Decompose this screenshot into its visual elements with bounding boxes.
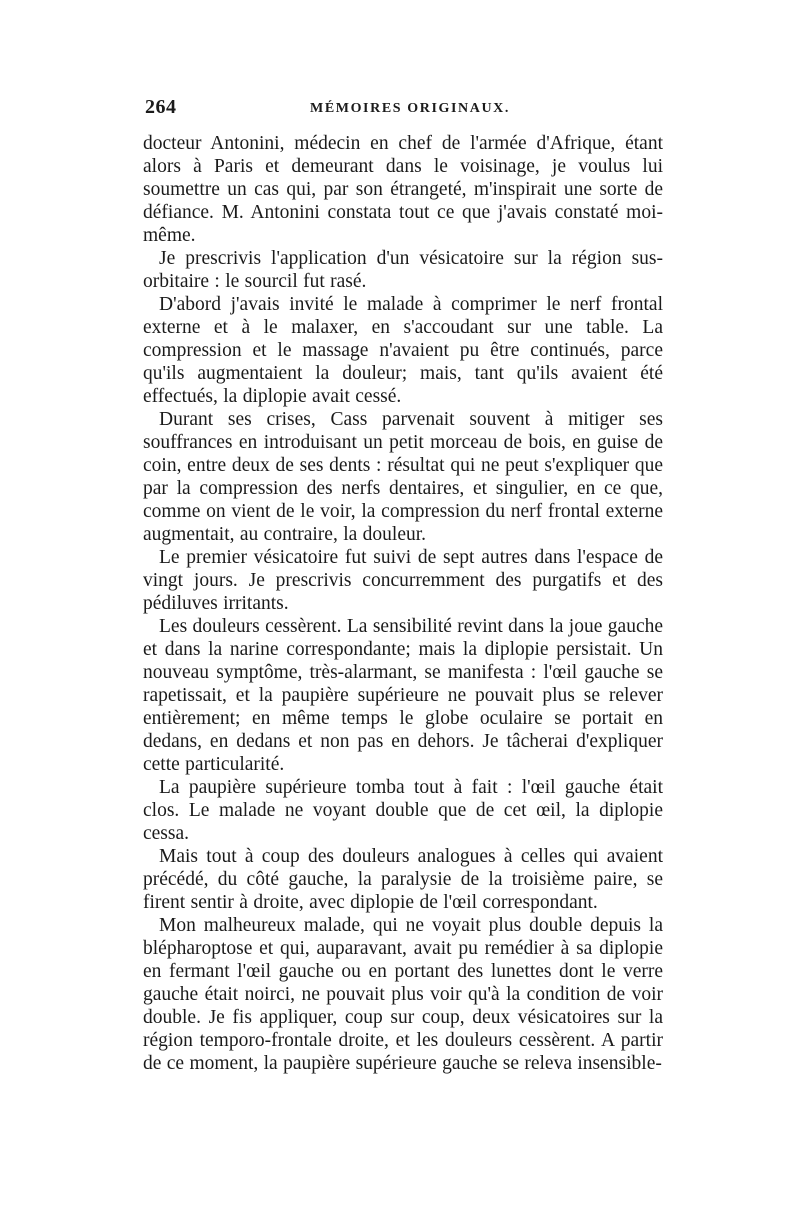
body-text [143, 132, 663, 1075]
paragraph-5: Le premier vésicatoire fut suivi de sept autres dans l'espace de vingt jours. Je prescrivis concurremment des purgatifs et des pédiluves irritants. [143, 547, 663, 614]
running-title: MÉMOIRES ORIGINAUX. [310, 101, 510, 116]
page-number: 264 [145, 96, 177, 118]
paragraph-4: Durant ses crises, Cass parvenait souvent à mitiger ses souffrances en introduisant un petit morceau de bois, en guise de coin, entre deux de ses dents : résultat qui ne peut s'expliquer que par la compression des nerfs dentaires, et singulier, en ce que, comme on vient de le voir, la compression du nerf frontal externe augmentait, au contraire, la douleur. [143, 409, 663, 545]
paragraph-2: Je prescrivis l'application d'un vésicatoire sur la région sus-orbitaire : le sourcil fut rasé. [143, 248, 663, 292]
paragraph-7: La paupière supérieure tomba tout à fait : l'œil gauche était clos. Le malade ne voyant double que de cet œil, la diplopie cessa. [143, 777, 663, 844]
running-head [145, 96, 663, 130]
paragraph-6: Les douleurs cessèrent. La sensibilité revint dans la joue gauche et dans la narine correspondante; mais la diplopie persistait. Un nouveau symptôme, très-alarmant, se manifesta : l'œil gauche se rapetissait, et la paupière supérieure ne pouvait plus se relever entièrement; en même temps le globe oculaire se portait en dedans, en dedans et non pas en dehors. Je tâcherai d'expliquer cette particularité. [143, 616, 663, 775]
paragraph-8: Mais tout à coup des douleurs analogues à celles qui avaient précédé, du côté gauche, la paralysie de la troisième paire, se firent sentir à droite, avec diplopie de l'œil correspondant. [143, 846, 663, 913]
paragraph-1: docteur Antonini, médecin en chef de l'armée d'Afrique, étant alors à Paris et demeurant dans le voisinage, je voulus lui soumettre un cas qui, par son étrangeté, m'inspirait une sorte de défiance. M. Antonini constata tout ce que j'avais constaté moi-même. [143, 133, 663, 246]
paragraph-9: Mon malheureux malade, qui ne voyait plus double depuis la blépharoptose et qui, auparavant, avait pu remédier à sa diplopie en fermant l'œil gauche ou en portant des lunettes dont le verre gauche était noirci, ne pouvait plus voir qu'à la condition de voir double. Je fis appliquer, coup sur coup, deux vésicatoires sur la région temporo-frontale droite, et les douleurs cessèrent. A partir de ce moment, la paupière supérieure gauche se releva insensible- [143, 915, 663, 1074]
paragraph-3: D'abord j'avais invité le malade à comprimer le nerf frontal externe et à le malaxer, en s'accoudant sur une table. La compression et le massage n'avaient pu être continués, parce qu'ils augmentaient la douleur; mais, tant qu'ils avaient été effectués, la diplopie avait cessé. [143, 294, 663, 407]
